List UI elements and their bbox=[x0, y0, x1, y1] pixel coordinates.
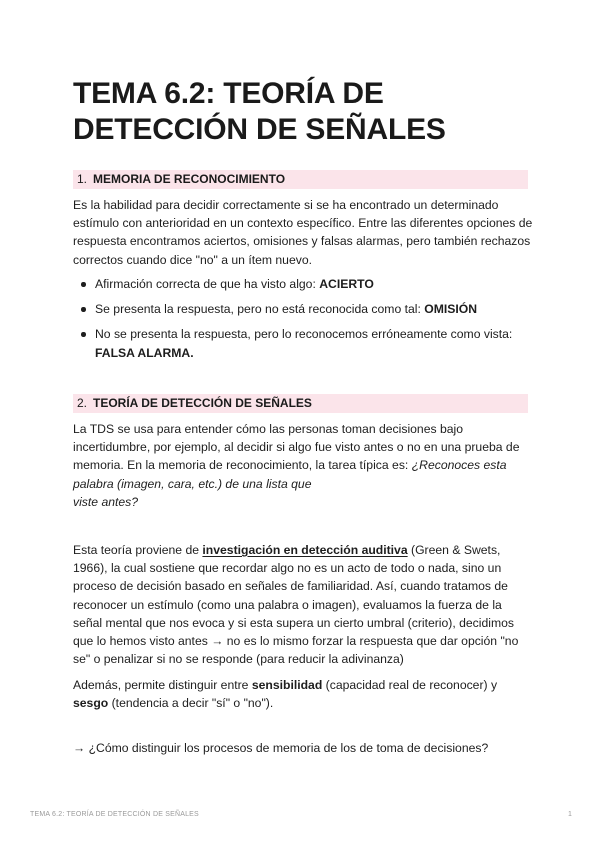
section-heading-text: MEMORIA DE RECONOCIMIENTO bbox=[93, 172, 286, 186]
section-2-paragraph-3: Además, permite distinguir entre sensibilidad (capacidad real de reconocer) y sesgo (tendencia a decir "sí" o "no"). bbox=[73, 678, 498, 711]
example-question-end: viste antes? bbox=[73, 494, 139, 509]
list-item: No se presenta la respuesta, pero lo reconocemos erróneamente como vista: FALSA ALARMA. bbox=[73, 325, 533, 361]
list-item: Se presenta la respuesta, pero no está reconocida como tal: OMISIÓN bbox=[73, 300, 533, 318]
section-heading-tds bbox=[73, 394, 528, 413]
term-sesgo: sesgo bbox=[73, 696, 109, 711]
research-link[interactable]: investigación en detección auditiva bbox=[202, 543, 408, 557]
section-heading-text: TEORÍA DE DETECCIÓN DE SEÑALES bbox=[93, 396, 312, 410]
page-number: 1 bbox=[568, 811, 573, 818]
term-sensibilidad: sensibilidad bbox=[251, 678, 323, 692]
list-item: Afirmación correcta de que ha visto algo: ACIERTO bbox=[73, 275, 533, 293]
footer-title: TEMA 6.2: TEORÍA DE DETECCIÓN DE SEÑALES bbox=[30, 811, 199, 818]
example-question: ¿Reconoces esta palabra (imagen, cara, etc.) de una lista que bbox=[73, 458, 507, 491]
section-2-question: → ¿Cómo distinguir los procesos de memoria de los de toma de decisiones? bbox=[73, 741, 489, 755]
section-2-paragraph-2: Esta teoría proviene de investigación en detección auditiva (Green & Swets, 1966), la cual sostiene que recordar algo no es un acto de todo o nada, sino un proceso de decisión basado en señales de familiaridad. Así, cuando tratamos de reconocer un estímulo (como una palabra o imagen), evaluamos la fuerza de la señal mental que nos evoca y si esta supera un cierto umbral (criterio), decidimos que lo hemos visto antes → no es lo mismo forzar la respuesta que dar opción "no se" o penalizar si no se responde (para reducir la adivinanza) bbox=[73, 543, 519, 667]
section-number: 2. bbox=[77, 396, 88, 410]
bullet-keyword: OMISIÓN bbox=[424, 302, 478, 317]
section-heading-memoria bbox=[73, 170, 528, 189]
section-2-paragraph-1: La TDS se usa para entender cómo las personas toman decisiones bajo incertidumbre, por ejemplo, al decidir si algo fue visto antes o no en una prueba de memoria. En la memoria de reconocimiento, la tarea típica es: ¿Reconoces esta palabra (imagen, cara, etc.) de una lista que viste antes? bbox=[73, 422, 520, 509]
section-1-bullet-list bbox=[73, 275, 533, 369]
bullet-keyword: FALSA ALARMA. bbox=[95, 345, 194, 360]
bullet-keyword: ACIERTO bbox=[319, 277, 374, 291]
section-1-paragraph: Es la habilidad para decidir correctamente si se ha encontrado un determinado estímulo con anterioridad en un contexto específico. Entre las diferentes opciones de respuesta encontramos aciertos, omisiones y falsas alarmas, pero también rechazos correctos cuando dice "no" a un ítem nuevo. bbox=[73, 198, 533, 267]
section-number: 1. bbox=[77, 172, 88, 186]
page-title: TEMA 6.2: TEORÍA DE DETECCIÓN DE SEÑALES bbox=[73, 77, 446, 146]
